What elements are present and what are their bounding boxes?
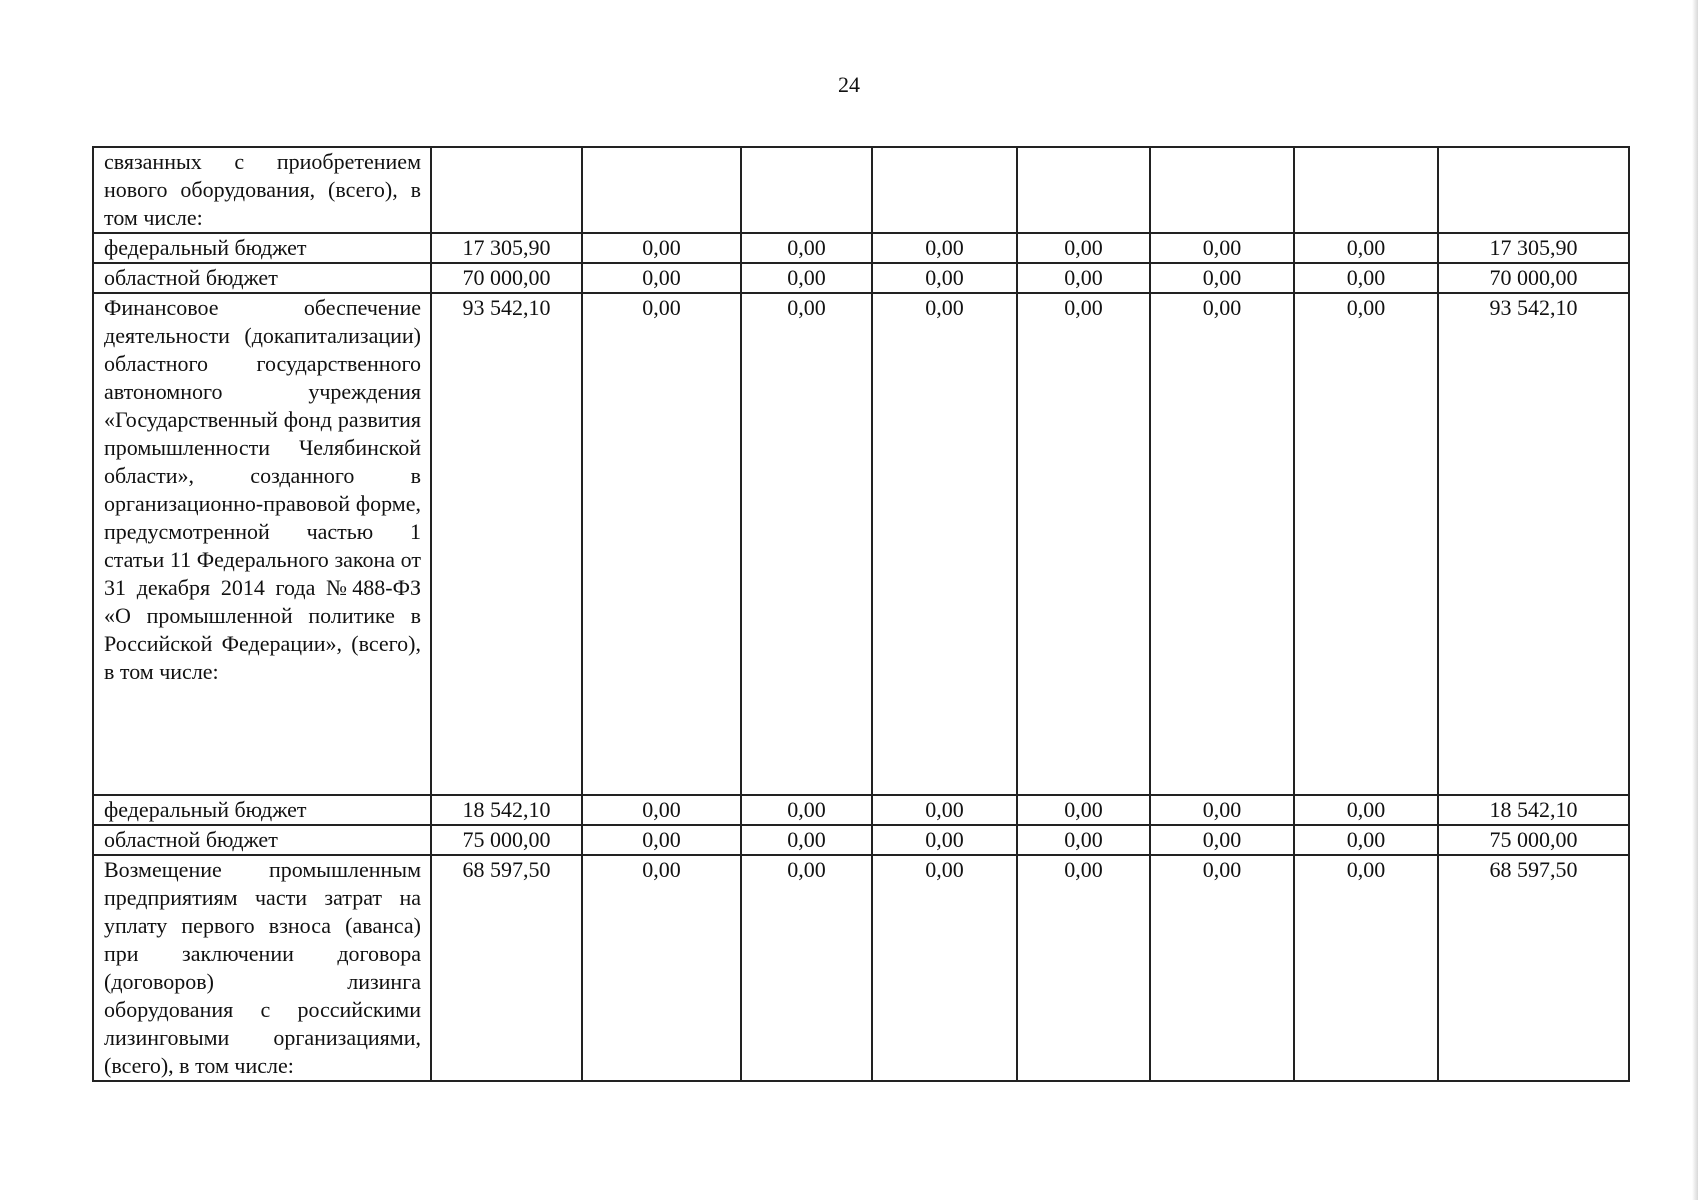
value-cell: 0,00 (1294, 795, 1438, 825)
value-cell: 75 000,00 (431, 825, 582, 855)
value-cell: 0,00 (1294, 263, 1438, 293)
table-row (93, 795, 1629, 825)
row-label: областной бюджет (93, 825, 431, 855)
value-cell: 0,00 (741, 263, 872, 293)
value-cell: 0,00 (1017, 263, 1150, 293)
value-cell: 0,00 (1294, 825, 1438, 855)
total-cell: 68 597,50 (1438, 855, 1629, 1081)
row-label: федеральный бюджет (93, 795, 431, 825)
value-cell: 0,00 (741, 855, 872, 1081)
total-cell: 17 305,90 (1438, 233, 1629, 263)
table-row (93, 147, 1629, 233)
total-cell: 18 542,10 (1438, 795, 1629, 825)
row-label: связанных с приобретением нового оборудования, (всего), в том числе: (93, 147, 431, 233)
value-cell (431, 147, 582, 233)
value-cell: 0,00 (1150, 795, 1294, 825)
value-cell: 0,00 (1294, 293, 1438, 795)
value-cell: 0,00 (582, 293, 741, 795)
budget-table (92, 146, 1630, 1082)
value-cell: 0,00 (582, 795, 741, 825)
table-row (93, 855, 1629, 1081)
value-cell: 0,00 (872, 825, 1017, 855)
value-cell: 17 305,90 (431, 233, 582, 263)
value-cell: 0,00 (1017, 825, 1150, 855)
value-cell: 0,00 (741, 795, 872, 825)
value-cell (1294, 147, 1438, 233)
value-cell: 70 000,00 (431, 263, 582, 293)
total-cell: 70 000,00 (1438, 263, 1629, 293)
value-cell: 0,00 (1017, 795, 1150, 825)
value-cell: 0,00 (872, 263, 1017, 293)
value-cell: 0,00 (582, 825, 741, 855)
row-label: федеральный бюджет (93, 233, 431, 263)
value-cell: 0,00 (1150, 293, 1294, 795)
total-cell: 93 542,10 (1438, 293, 1629, 795)
value-cell: 0,00 (1294, 855, 1438, 1081)
table-row (93, 263, 1629, 293)
value-cell (582, 147, 741, 233)
value-cell: 0,00 (872, 233, 1017, 263)
value-cell: 0,00 (872, 293, 1017, 795)
value-cell: 0,00 (1150, 825, 1294, 855)
value-cell: 0,00 (582, 263, 741, 293)
value-cell: 0,00 (1150, 263, 1294, 293)
value-cell: 68 597,50 (431, 855, 582, 1081)
value-cell: 0,00 (1017, 293, 1150, 795)
scan-edge-shadow (1692, 0, 1698, 1200)
value-cell: 0,00 (741, 233, 872, 263)
value-cell: 0,00 (1150, 855, 1294, 1081)
value-cell: 0,00 (582, 233, 741, 263)
value-cell: 0,00 (872, 795, 1017, 825)
table-row (93, 825, 1629, 855)
value-cell: 93 542,10 (431, 293, 582, 795)
value-cell: 0,00 (1150, 233, 1294, 263)
row-label: областной бюджет (93, 263, 431, 293)
table-row (93, 293, 1629, 795)
total-cell: 75 000,00 (1438, 825, 1629, 855)
value-cell (1017, 147, 1150, 233)
page-number: 24 (838, 72, 860, 97)
value-cell: 18 542,10 (431, 795, 582, 825)
value-cell: 0,00 (1294, 233, 1438, 263)
value-cell: 0,00 (582, 855, 741, 1081)
row-label: Финансовое обеспечение деятельности (докапитализации) областного государственного автономного учреждения «Государственный фонд развития промышленности Челябинской области», созданного в организационно-правовой форме, предусмотренной частью 1 статьи 11 Федерального закона от 31 декабря 2014 года №488-ФЗ «О промышленной политике в Российской Федерации», (всего), в том числе: (93, 293, 431, 795)
value-cell (1150, 147, 1294, 233)
value-cell: 0,00 (872, 855, 1017, 1081)
row-label: Возмещение промышленным предприятиям части затрат на уплату первого взноса (аванса) при заключении договора (договоров) лизинга оборудования с российскими лизинговыми организациями, (всего), в том числе: (93, 855, 431, 1081)
value-cell: 0,00 (741, 293, 872, 795)
total-cell (1438, 147, 1629, 233)
value-cell: 0,00 (1017, 233, 1150, 263)
value-cell: 0,00 (741, 825, 872, 855)
value-cell: 0,00 (1017, 855, 1150, 1081)
table-row (93, 233, 1629, 263)
value-cell (872, 147, 1017, 233)
value-cell (741, 147, 872, 233)
